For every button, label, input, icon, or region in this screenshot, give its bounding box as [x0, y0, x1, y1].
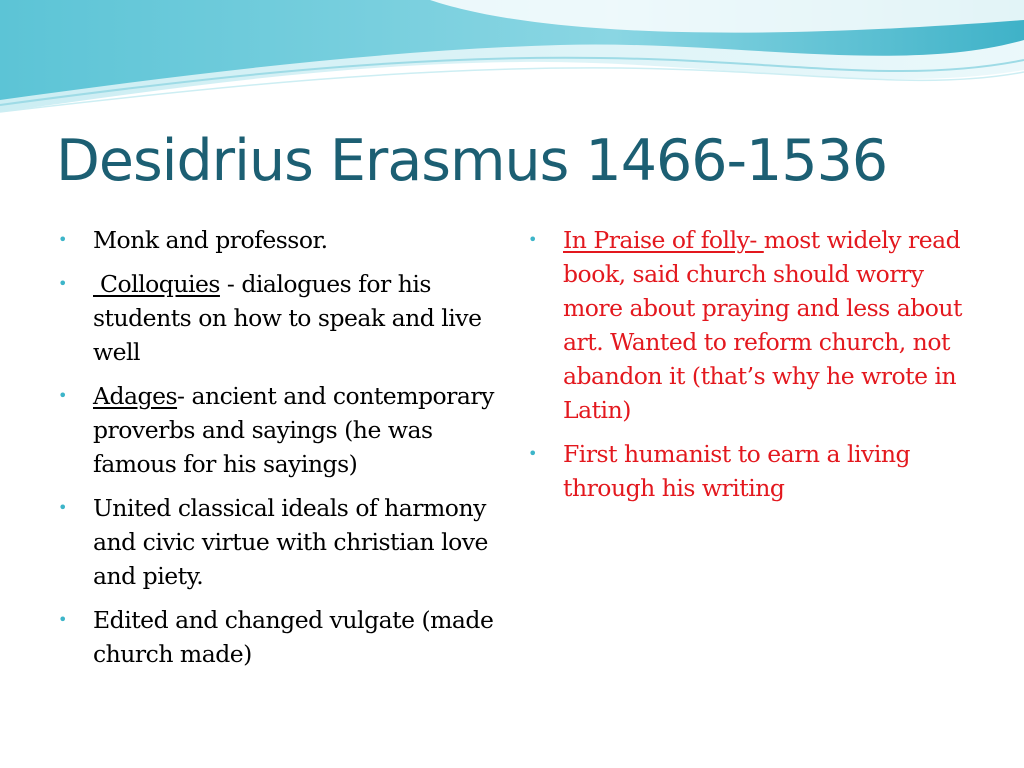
bullet-icon: •	[58, 274, 67, 293]
bullet-icon: •	[528, 230, 537, 249]
bullet-icon: •	[58, 498, 67, 517]
list-item	[528, 223, 973, 427]
bullet-icon: •	[528, 444, 537, 463]
bullet-icon: •	[58, 386, 67, 405]
bullet-icon: •	[58, 230, 67, 249]
item-text: most widely read book, said church should worry more about praying and less about art. Wanted to reform church, not abandon it (that’s why he wrote in Latin)	[563, 226, 962, 424]
list-item	[58, 223, 498, 257]
item-text: First humanist to earn a living through his writing	[563, 440, 911, 502]
list-item	[58, 603, 498, 671]
item-text: - ancient and contemporary proverbs and sayings (he was famous for his sayings)	[93, 382, 494, 478]
item-term: In Praise of folly-	[563, 226, 764, 254]
item-text: - dialogues for his students on how to speak and live well	[93, 270, 482, 366]
list-item	[528, 437, 973, 505]
bullet-icon: •	[58, 610, 67, 629]
left-bullet-list	[58, 223, 498, 681]
item-text: Edited and changed vulgate (made church made)	[93, 606, 494, 668]
decorative-wave-header	[0, 0, 1024, 140]
item-term: Colloquies	[93, 270, 220, 298]
list-item	[58, 379, 498, 481]
item-text: United classical ideals of harmony and civic virtue with christian love and piety.	[93, 494, 488, 590]
right-bullet-list	[528, 223, 973, 515]
slide-title: Desidrius Erasmus 1466-1536	[56, 128, 888, 194]
item-term: Adages	[93, 382, 178, 410]
list-item	[58, 267, 498, 369]
item-text: Monk and professor.	[93, 226, 328, 254]
list-item	[58, 491, 498, 593]
